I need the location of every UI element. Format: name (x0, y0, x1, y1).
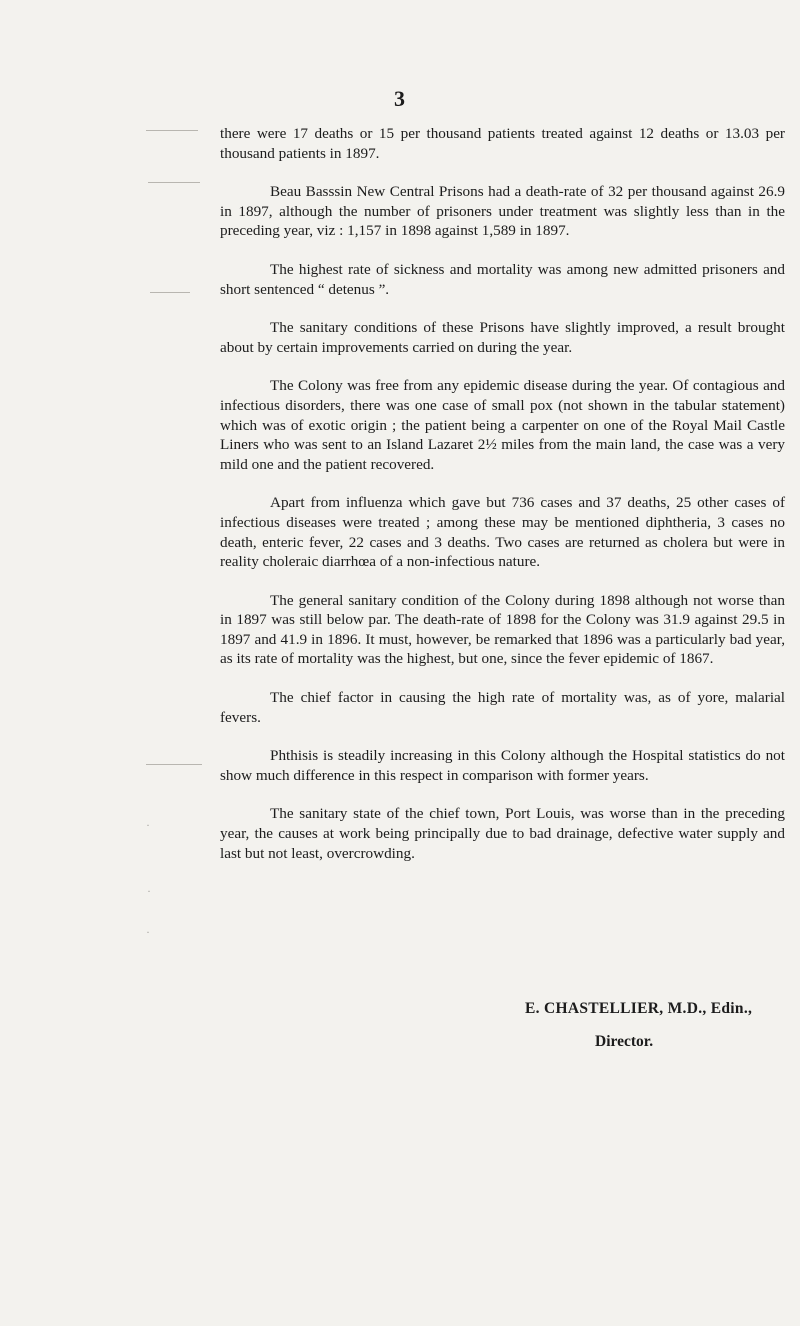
paragraph-chief-factor: The chief factor in causing the high rate of mortality was, as of yore, malarial fevers. (220, 689, 785, 726)
paragraph-port-louis: The sanitary state of the chief town, Port Louis, was worse than in the preceding year, the causes at work being principally due to bad drainage, defective water supply and last but not least, overcrowding. (220, 805, 785, 862)
paragraph-phthisis: Phthisis is steadily increasing in this Colony although the Hospital statistics do not show much difference in this respect in comparison with former years. (220, 747, 785, 784)
scan-mark (146, 764, 202, 765)
paragraph-sickness-mortality: The highest rate of sickness and mortality was among new admitted prisoners and short sentenced “ detenus ”. (220, 260, 785, 298)
signature-name: E. CHASTELLIER, M.D., Edin., (525, 1000, 753, 1017)
paragraph-sanitary-prisons: The sanitary conditions of these Prisons have slightly improved, a result brought about by certain improvements carried on during the year. (220, 319, 785, 356)
report-body (220, 124, 785, 882)
page-number: 3 (394, 86, 406, 111)
scan-mark (148, 182, 200, 183)
scan-mark (146, 130, 198, 131)
scan-dot: · (146, 925, 150, 939)
paragraph-general-sanitary: The general sanitary condition of the Colony during 1898 although not worse than in 1897 was still below par. The death-rate of 1898 for the Colony was 31.9 against 29.5 in 1897 and 41.9 in 1896. It must, however, be remarked that 1896 was a particularly bad year, as its rate of mortality was the highest, but one, since the fever epidemic of 1867. (220, 591, 785, 668)
paragraph-epidemic-disease: The Colony was free from any epidemic disease during the year. Of contagious and infectious disorders, there was one case of small pox (not shown in the tabular statement) which was of exotic origin ; the patient being a carpenter on one of the Royal Mail Castle Liners who was sent to an Island Lazaret 2½ miles from the main land, the case was a very mild one and the patient recovered. (220, 377, 785, 473)
paragraph-hospital-deaths: there were 17 deaths or 15 per thousand patients treated against 12 deaths or 13.03 per thousand patients in 1897. (220, 125, 785, 162)
scan-dot: · (146, 818, 150, 832)
scan-mark (150, 292, 190, 293)
paragraph-prisons-death-rate: Beau Basssin New Central Prisons had a death-rate of 32 per thousand against 26.9 in 1897, although the number of prisoners under treatment was slightly less than in the preceding year, viz : 1,157 in 1898 against 1,589 in 1897. (220, 183, 785, 240)
paragraph-influenza-infectious: Apart from influenza which gave but 736 cases and 37 deaths, 25 other cases of infectious diseases were treated ; among these may be mentioned diphtheria, 3 cases no death, enteric fever, 22 cases and 3 deaths. Two cases are returned as cholera but were in reality choleraic diarrhœa of a non-infectious nature. (220, 494, 785, 571)
signature-title: Director. (595, 1033, 654, 1050)
scan-dot: · (147, 884, 151, 898)
